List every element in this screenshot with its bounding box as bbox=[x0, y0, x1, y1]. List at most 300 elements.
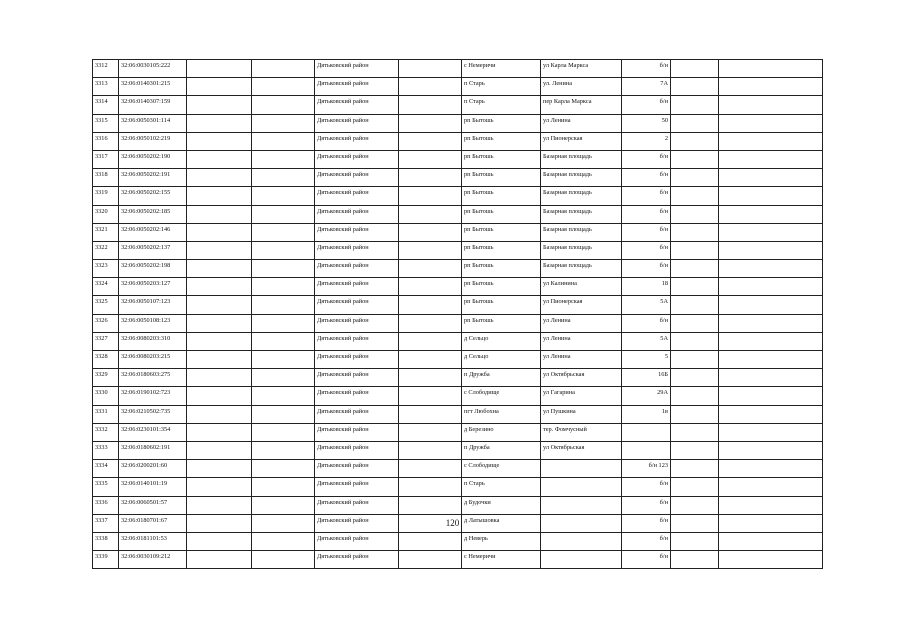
house-number: 5 bbox=[622, 351, 671, 369]
empty-cell bbox=[719, 223, 823, 241]
empty-cell bbox=[399, 496, 462, 514]
empty-cell bbox=[719, 387, 823, 405]
cadastral-number: 32:06:0050108:123 bbox=[119, 314, 187, 332]
district-name: Дятьковский район bbox=[315, 114, 399, 132]
empty-cell bbox=[719, 78, 823, 96]
empty-cell bbox=[252, 351, 315, 369]
empty-cell bbox=[719, 405, 823, 423]
settlement-name: д Березино bbox=[462, 423, 541, 441]
settlement-name: рп Бытошь bbox=[462, 114, 541, 132]
house-number: 5А bbox=[622, 296, 671, 314]
house-number: 29А bbox=[622, 387, 671, 405]
street-name: пер Карла Маркса bbox=[541, 96, 622, 114]
row-number: 3339 bbox=[93, 551, 119, 569]
empty-cell bbox=[252, 278, 315, 296]
cadastral-number: 32:06:0050202:190 bbox=[119, 150, 187, 168]
cadastral-number: 32:06:0230101:354 bbox=[119, 423, 187, 441]
street-name: ул Карла Маркса bbox=[541, 60, 622, 78]
empty-cell bbox=[399, 278, 462, 296]
house-number: б/н bbox=[622, 150, 671, 168]
table-row bbox=[93, 532, 823, 550]
empty-cell bbox=[399, 369, 462, 387]
empty-cell bbox=[399, 78, 462, 96]
empty-cell bbox=[671, 314, 719, 332]
empty-cell bbox=[671, 114, 719, 132]
empty-cell bbox=[671, 351, 719, 369]
empty-cell bbox=[399, 169, 462, 187]
empty-cell bbox=[399, 314, 462, 332]
empty-cell bbox=[252, 96, 315, 114]
empty-cell bbox=[187, 150, 252, 168]
settlement-name: п Дружба bbox=[462, 369, 541, 387]
registry-body bbox=[93, 60, 823, 569]
row-number: 3313 bbox=[93, 78, 119, 96]
row-number: 3316 bbox=[93, 132, 119, 150]
street-name: Базарная площадь bbox=[541, 169, 622, 187]
house-number: б/н bbox=[622, 514, 671, 532]
settlement-name: рп Бытошь bbox=[462, 296, 541, 314]
row-number: 3323 bbox=[93, 260, 119, 278]
empty-cell bbox=[399, 241, 462, 259]
settlement-name: д Сельцо bbox=[462, 332, 541, 350]
row-number: 3319 bbox=[93, 187, 119, 205]
street-name: тер. Фомчусный bbox=[541, 423, 622, 441]
house-number: 50 bbox=[622, 114, 671, 132]
row-number: 3333 bbox=[93, 441, 119, 459]
row-number: 3327 bbox=[93, 332, 119, 350]
empty-cell bbox=[187, 60, 252, 78]
district-name: Дятьковский район bbox=[315, 532, 399, 550]
empty-cell bbox=[187, 241, 252, 259]
cadastral-number: 32:06:0050301:114 bbox=[119, 114, 187, 132]
empty-cell bbox=[671, 132, 719, 150]
empty-cell bbox=[399, 150, 462, 168]
district-name: Дятьковский район bbox=[315, 132, 399, 150]
empty-cell bbox=[719, 296, 823, 314]
street-name: ул Калинина bbox=[541, 278, 622, 296]
table-row bbox=[93, 169, 823, 187]
cadastral-number: 32:06:0140301:215 bbox=[119, 78, 187, 96]
street-name: ул Пионерская bbox=[541, 132, 622, 150]
empty-cell bbox=[399, 460, 462, 478]
district-name: Дятьковский район bbox=[315, 223, 399, 241]
cadastral-number: 32:06:0180701:67 bbox=[119, 514, 187, 532]
empty-cell bbox=[252, 241, 315, 259]
empty-cell bbox=[399, 441, 462, 459]
house-number: б/н bbox=[622, 260, 671, 278]
house-number: 1в bbox=[622, 405, 671, 423]
empty-cell bbox=[252, 369, 315, 387]
empty-cell bbox=[671, 96, 719, 114]
empty-cell bbox=[399, 387, 462, 405]
house-number: б/н bbox=[622, 205, 671, 223]
cadastral-number: 32:06:0181101:53 bbox=[119, 532, 187, 550]
empty-cell bbox=[671, 532, 719, 550]
cadastral-number: 32:06:0140307:159 bbox=[119, 96, 187, 114]
district-name: Дятьковский район bbox=[315, 551, 399, 569]
cadastral-number: 32:06:0030105:222 bbox=[119, 60, 187, 78]
cadastral-number: 32:06:0050202:191 bbox=[119, 169, 187, 187]
empty-cell bbox=[252, 441, 315, 459]
district-name: Дятьковский район bbox=[315, 150, 399, 168]
district-name: Дятьковский район bbox=[315, 496, 399, 514]
cadastral-number: 32:06:0140101:19 bbox=[119, 478, 187, 496]
street-name: Базарная площадь bbox=[541, 260, 622, 278]
empty-cell bbox=[399, 296, 462, 314]
street-name: ул Ленина bbox=[541, 314, 622, 332]
empty-cell bbox=[719, 132, 823, 150]
empty-cell bbox=[719, 351, 823, 369]
empty-cell bbox=[187, 296, 252, 314]
house-number: 7А bbox=[622, 78, 671, 96]
empty-cell bbox=[252, 314, 315, 332]
empty-cell bbox=[187, 332, 252, 350]
table-row bbox=[93, 132, 823, 150]
registry-table bbox=[92, 59, 823, 569]
table-row bbox=[93, 150, 823, 168]
house-number: б/н bbox=[622, 169, 671, 187]
settlement-name: рп Бытошь bbox=[462, 205, 541, 223]
empty-cell bbox=[252, 260, 315, 278]
empty-cell bbox=[252, 187, 315, 205]
empty-cell bbox=[399, 60, 462, 78]
district-name: Дятьковский район bbox=[315, 60, 399, 78]
page-number: 120 bbox=[445, 518, 460, 528]
cadastral-number: 32:06:0030109:212 bbox=[119, 551, 187, 569]
empty-cell bbox=[187, 96, 252, 114]
table-row bbox=[93, 460, 823, 478]
empty-cell bbox=[671, 223, 719, 241]
empty-cell bbox=[671, 369, 719, 387]
street-name: Базарная площадь bbox=[541, 187, 622, 205]
empty-cell bbox=[671, 441, 719, 459]
empty-cell bbox=[187, 187, 252, 205]
settlement-name: с Немеричи bbox=[462, 551, 541, 569]
street-name bbox=[541, 532, 622, 550]
settlement-name: п Старь bbox=[462, 478, 541, 496]
empty-cell bbox=[399, 532, 462, 550]
cadastral-number: 32:06:0210502:735 bbox=[119, 405, 187, 423]
empty-cell bbox=[719, 441, 823, 459]
empty-cell bbox=[719, 478, 823, 496]
empty-cell bbox=[187, 387, 252, 405]
cadastral-number: 32:06:0050203:127 bbox=[119, 278, 187, 296]
table-row bbox=[93, 332, 823, 350]
row-number: 3330 bbox=[93, 387, 119, 405]
street-name: Базарная площадь bbox=[541, 223, 622, 241]
house-number: б/н bbox=[622, 532, 671, 550]
house-number: 2 bbox=[622, 132, 671, 150]
house-number: б/н 123 bbox=[622, 460, 671, 478]
cadastral-number: 32:06:0180602:191 bbox=[119, 441, 187, 459]
street-name: ул Октябрьская bbox=[541, 441, 622, 459]
row-number: 3338 bbox=[93, 532, 119, 550]
street-name: ул Ленина bbox=[541, 332, 622, 350]
house-number: б/н bbox=[622, 187, 671, 205]
cadastral-number: 32:06:0200201:60 bbox=[119, 460, 187, 478]
row-number: 3334 bbox=[93, 460, 119, 478]
district-name: Дятьковский район bbox=[315, 187, 399, 205]
row-number: 3320 bbox=[93, 205, 119, 223]
table-row bbox=[93, 478, 823, 496]
settlement-name: рп Бытошь bbox=[462, 187, 541, 205]
empty-cell bbox=[719, 551, 823, 569]
empty-cell bbox=[671, 187, 719, 205]
district-name: Дятьковский район bbox=[315, 96, 399, 114]
house-number: б/н bbox=[622, 478, 671, 496]
empty-cell bbox=[252, 532, 315, 550]
house-number: б/н bbox=[622, 241, 671, 259]
house-number bbox=[622, 423, 671, 441]
cadastral-number: 32:06:0190102:723 bbox=[119, 387, 187, 405]
district-name: Дятьковский район bbox=[315, 332, 399, 350]
table-row bbox=[93, 387, 823, 405]
cadastral-number: 32:06:0180603:275 bbox=[119, 369, 187, 387]
empty-cell bbox=[671, 478, 719, 496]
empty-cell bbox=[399, 187, 462, 205]
cadastral-number: 32:06:0050107:123 bbox=[119, 296, 187, 314]
empty-cell bbox=[187, 496, 252, 514]
empty-cell bbox=[187, 169, 252, 187]
empty-cell bbox=[252, 496, 315, 514]
row-number: 3332 bbox=[93, 423, 119, 441]
empty-cell bbox=[399, 114, 462, 132]
empty-cell bbox=[187, 114, 252, 132]
empty-cell bbox=[671, 496, 719, 514]
settlement-name: рп Бытошь bbox=[462, 150, 541, 168]
empty-cell bbox=[671, 296, 719, 314]
empty-cell bbox=[671, 150, 719, 168]
empty-cell bbox=[399, 423, 462, 441]
empty-cell bbox=[671, 78, 719, 96]
district-name: Дятьковский район bbox=[315, 296, 399, 314]
row-number: 3326 bbox=[93, 314, 119, 332]
empty-cell bbox=[719, 260, 823, 278]
empty-cell bbox=[671, 551, 719, 569]
empty-cell bbox=[187, 423, 252, 441]
empty-cell bbox=[187, 314, 252, 332]
house-number: б/н bbox=[622, 96, 671, 114]
empty-cell bbox=[187, 551, 252, 569]
settlement-name: д Латышовка bbox=[462, 514, 541, 532]
empty-cell bbox=[252, 60, 315, 78]
district-name: Дятьковский район bbox=[315, 260, 399, 278]
empty-cell bbox=[399, 351, 462, 369]
row-number: 3324 bbox=[93, 278, 119, 296]
house-number: б/н bbox=[622, 551, 671, 569]
empty-cell bbox=[187, 441, 252, 459]
table-row bbox=[93, 405, 823, 423]
empty-cell bbox=[252, 150, 315, 168]
settlement-name: пгт Любохна bbox=[462, 405, 541, 423]
cadastral-number: 32:06:0050202:137 bbox=[119, 241, 187, 259]
cadastral-number: 32:06:0080203:215 bbox=[119, 351, 187, 369]
street-name: ул Ленина bbox=[541, 351, 622, 369]
empty-cell bbox=[719, 169, 823, 187]
table-row bbox=[93, 351, 823, 369]
table-row bbox=[93, 223, 823, 241]
row-number: 3331 bbox=[93, 405, 119, 423]
district-name: Дятьковский район bbox=[315, 278, 399, 296]
table-row bbox=[93, 496, 823, 514]
table-row bbox=[93, 78, 823, 96]
empty-cell bbox=[671, 278, 719, 296]
row-number: 3337 bbox=[93, 514, 119, 532]
district-name: Дятьковский район bbox=[315, 405, 399, 423]
district-name: Дятьковский район bbox=[315, 387, 399, 405]
empty-cell bbox=[252, 78, 315, 96]
row-number: 3314 bbox=[93, 96, 119, 114]
street-name: ул Пушкина bbox=[541, 405, 622, 423]
empty-cell bbox=[719, 60, 823, 78]
row-number: 3321 bbox=[93, 223, 119, 241]
empty-cell bbox=[719, 96, 823, 114]
empty-cell bbox=[187, 78, 252, 96]
empty-cell bbox=[399, 332, 462, 350]
row-number: 3318 bbox=[93, 169, 119, 187]
settlement-name: п Старь bbox=[462, 78, 541, 96]
empty-cell bbox=[719, 460, 823, 478]
district-name: Дятьковский район bbox=[315, 205, 399, 223]
district-name: Дятьковский район bbox=[315, 478, 399, 496]
district-name: Дятьковский район bbox=[315, 351, 399, 369]
empty-cell bbox=[671, 387, 719, 405]
empty-cell bbox=[187, 205, 252, 223]
settlement-name: п Старь bbox=[462, 96, 541, 114]
empty-cell bbox=[719, 369, 823, 387]
empty-cell bbox=[671, 60, 719, 78]
empty-cell bbox=[187, 532, 252, 550]
empty-cell bbox=[252, 332, 315, 350]
empty-cell bbox=[719, 314, 823, 332]
empty-cell bbox=[252, 478, 315, 496]
empty-cell bbox=[252, 223, 315, 241]
empty-cell bbox=[252, 296, 315, 314]
table-row bbox=[93, 314, 823, 332]
empty-cell bbox=[252, 114, 315, 132]
empty-cell bbox=[252, 405, 315, 423]
cadastral-number: 32:06:0050202:198 bbox=[119, 260, 187, 278]
empty-cell bbox=[187, 351, 252, 369]
street-name: ул Ленина bbox=[541, 114, 622, 132]
street-name bbox=[541, 460, 622, 478]
settlement-name: рп Бытошь bbox=[462, 223, 541, 241]
house-number: б/н bbox=[622, 496, 671, 514]
district-name: Дятьковский район bbox=[315, 314, 399, 332]
house-number: б/н bbox=[622, 60, 671, 78]
empty-cell bbox=[252, 551, 315, 569]
row-number: 3315 bbox=[93, 114, 119, 132]
empty-cell bbox=[671, 460, 719, 478]
district-name: Дятьковский район bbox=[315, 78, 399, 96]
table-row bbox=[93, 278, 823, 296]
table-row bbox=[93, 296, 823, 314]
empty-cell bbox=[719, 496, 823, 514]
empty-cell bbox=[187, 260, 252, 278]
empty-cell bbox=[719, 187, 823, 205]
table-row bbox=[93, 260, 823, 278]
street-name: ул Пионерская bbox=[541, 296, 622, 314]
district-name: Дятьковский район bbox=[315, 241, 399, 259]
district-name: Дятьковский район bbox=[315, 169, 399, 187]
cadastral-number: 32:06:0080203:310 bbox=[119, 332, 187, 350]
district-name: Дятьковский район bbox=[315, 514, 399, 532]
row-number: 3335 bbox=[93, 478, 119, 496]
empty-cell bbox=[252, 423, 315, 441]
settlement-name: рп Бытошь bbox=[462, 169, 541, 187]
row-number: 3336 bbox=[93, 496, 119, 514]
empty-cell bbox=[252, 205, 315, 223]
empty-cell bbox=[671, 241, 719, 259]
empty-cell bbox=[187, 478, 252, 496]
empty-cell bbox=[671, 332, 719, 350]
empty-cell bbox=[719, 423, 823, 441]
empty-cell bbox=[719, 114, 823, 132]
table-row bbox=[93, 205, 823, 223]
cadastral-number: 32:06:0050102:219 bbox=[119, 132, 187, 150]
empty-cell bbox=[719, 532, 823, 550]
empty-cell bbox=[399, 205, 462, 223]
house-number: 16Б bbox=[622, 369, 671, 387]
empty-cell bbox=[252, 387, 315, 405]
district-name: Дятьковский район bbox=[315, 369, 399, 387]
empty-cell bbox=[399, 260, 462, 278]
cadastral-number: 32:06:0050202:155 bbox=[119, 187, 187, 205]
table-row bbox=[93, 187, 823, 205]
row-number: 3312 bbox=[93, 60, 119, 78]
settlement-name: п Дружба bbox=[462, 441, 541, 459]
house-number: 5А bbox=[622, 332, 671, 350]
settlement-name: д Будочки bbox=[462, 496, 541, 514]
empty-cell bbox=[719, 150, 823, 168]
empty-cell bbox=[671, 260, 719, 278]
street-name bbox=[541, 496, 622, 514]
row-number: 3328 bbox=[93, 351, 119, 369]
district-name: Дятьковский район bbox=[315, 441, 399, 459]
street-name: ул Гагарина bbox=[541, 387, 622, 405]
empty-cell bbox=[719, 205, 823, 223]
empty-cell bbox=[187, 223, 252, 241]
table-row bbox=[93, 369, 823, 387]
district-name: Дятьковский район bbox=[315, 423, 399, 441]
house-number: б/н bbox=[622, 314, 671, 332]
street-name: Базарная площадь bbox=[541, 150, 622, 168]
empty-cell bbox=[399, 478, 462, 496]
empty-cell bbox=[671, 405, 719, 423]
table-row bbox=[93, 441, 823, 459]
house-number bbox=[622, 441, 671, 459]
empty-cell bbox=[719, 278, 823, 296]
cadastral-number: 32:06:0050202:185 bbox=[119, 205, 187, 223]
settlement-name: д Сельцо bbox=[462, 351, 541, 369]
empty-cell bbox=[671, 423, 719, 441]
street-name bbox=[541, 478, 622, 496]
empty-cell bbox=[187, 278, 252, 296]
table-row bbox=[93, 96, 823, 114]
empty-cell bbox=[187, 369, 252, 387]
table-row bbox=[93, 114, 823, 132]
row-number: 3325 bbox=[93, 296, 119, 314]
settlement-name: д Неверь bbox=[462, 532, 541, 550]
settlement-name: рп Бытошь bbox=[462, 260, 541, 278]
empty-cell bbox=[671, 169, 719, 187]
empty-cell bbox=[719, 332, 823, 350]
street-name: ул. Ленина bbox=[541, 78, 622, 96]
empty-cell bbox=[399, 132, 462, 150]
settlement-name: с Слободище bbox=[462, 460, 541, 478]
empty-cell bbox=[252, 460, 315, 478]
row-number: 3317 bbox=[93, 150, 119, 168]
